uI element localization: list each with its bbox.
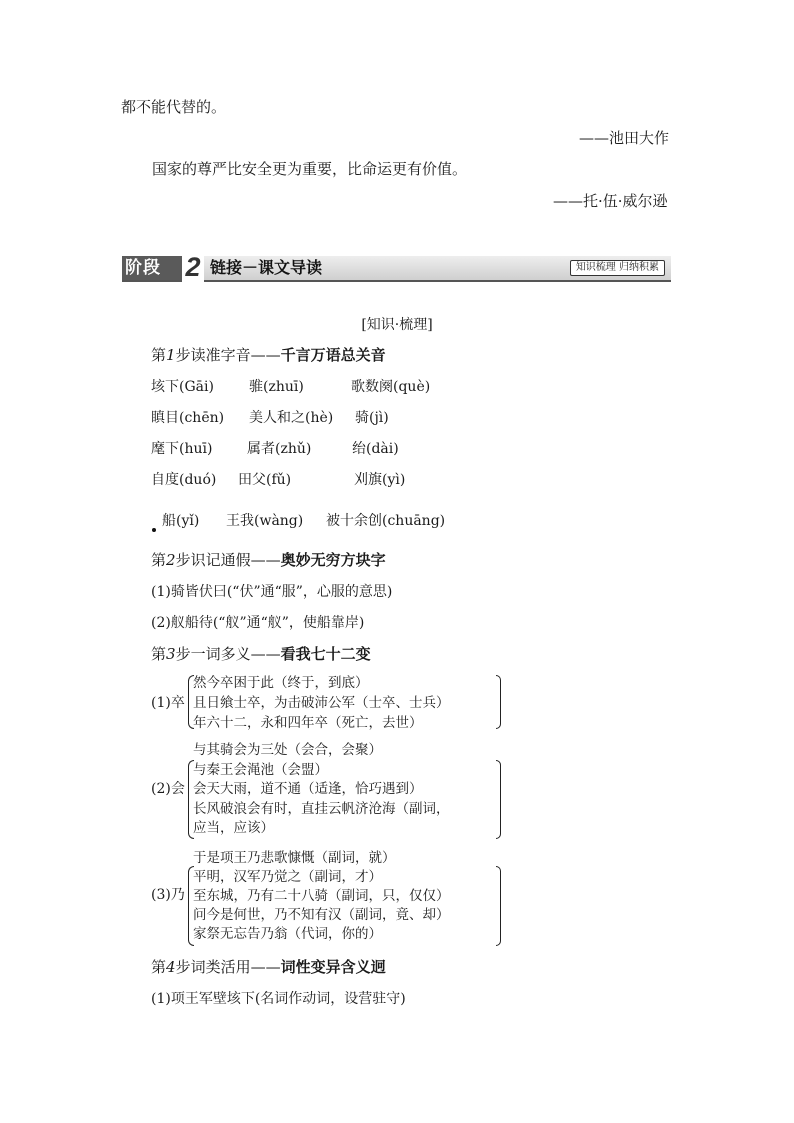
step3-title-prefix: 第 — [151, 645, 167, 663]
polysemy-line: 于是项王乃悲歌慷慨（副词，就） — [193, 850, 396, 866]
right-brace — [496, 760, 501, 839]
pron-item: 瞋目(chēn) — [151, 410, 225, 426]
right-brace — [496, 675, 501, 729]
tongjia-item: (2)舣船待(“舣”通“舣”，使船靠岸) — [151, 615, 365, 631]
step4-title-rest: 步词类活用—— — [175, 958, 281, 976]
pron-item: 刈旗(yì) — [354, 472, 406, 488]
step3-title-rest: 步一词多义—— — [175, 645, 281, 663]
pron-item: 船(yǐ) — [162, 513, 200, 529]
pron-item: 歌数阕(què) — [351, 379, 431, 395]
pron-item: 骓(zhuī) — [249, 379, 304, 395]
step3-title — [151, 643, 371, 664]
step3-title-num: 3 — [166, 645, 176, 663]
intro-author-2: ——托·伍·威尔逊 — [553, 192, 668, 210]
polysemy-line: 与秦王会渑池（会盟） — [193, 762, 328, 778]
pron-item: 自度(duó) — [151, 472, 217, 488]
pron-item: 绐(dài) — [352, 441, 399, 457]
banner-tag: 知识梳理 归纳积累 — [570, 260, 665, 276]
step2-title-num: 2 — [166, 551, 176, 569]
step3-title-bold: 看我七十二变 — [280, 645, 371, 663]
step2-title-bold: 奥妙无穷方块字 — [280, 551, 386, 569]
polysemy-label: (1)卒 — [151, 695, 185, 711]
step4-title-prefix: 第 — [151, 958, 167, 976]
step1-title-rest: 步读准字音—— — [175, 346, 281, 364]
step4-title — [151, 956, 386, 977]
intro-line-1: 都不能代替的。 — [121, 98, 227, 116]
polysemy-line: 平明，汉军乃觉之（副词，才） — [193, 869, 382, 885]
pron-item: 田父(fǔ) — [238, 472, 292, 488]
banner-stage-number: 2 — [182, 253, 204, 282]
intro-author-1: ——池田大作 — [579, 129, 670, 147]
tongjia-item: (1)骑皆伏曰(“伏”通“服”，心服的意思) — [151, 584, 393, 600]
pron-item: 骑(jì) — [355, 410, 389, 426]
pron-item: 被十余创(chuāng) — [326, 513, 446, 529]
polysemy-line: 家祭无忘告乃翁（代词，你的） — [193, 926, 382, 942]
banner-stage-label: 阶段 — [122, 256, 185, 280]
section-banner — [122, 252, 671, 282]
word-class-item: (1)项王军壁垓下(名词作动词，设营驻守) — [151, 991, 406, 1007]
step4-title-bold: 词性变异含义迥 — [280, 958, 386, 976]
step2-title — [151, 549, 386, 570]
pron-item: 垓下(Gāi) — [151, 379, 214, 395]
right-brace — [496, 866, 501, 946]
step2-title-rest: 步识记通假—— — [175, 551, 281, 569]
polysemy-label: (2)会 — [151, 781, 185, 797]
polysemy-line: 问今是何世，乃不知有汉（副词，竟、却） — [193, 907, 450, 923]
section-label: [知识·梳理] — [361, 317, 433, 333]
polysemy-line: 长风破浪会有时，直挂云帆济沧海（副词， — [193, 801, 450, 817]
step1-title — [151, 344, 386, 365]
step1-title-prefix: 第 — [151, 346, 167, 364]
pron-item: 王我(wàng) — [226, 513, 304, 529]
banner-title: 链接－课文导读 — [210, 258, 323, 277]
polysemy-line: 应当，应该） — [193, 820, 274, 836]
polysemy-line: 然今卒困于此（终于，到底） — [193, 675, 369, 691]
step1-title-num: 1 — [166, 346, 176, 364]
pron-item: 美人和之(hè) — [249, 410, 334, 426]
polysemy-line: 会天大雨，道不通（适逢，恰巧遇到） — [193, 781, 423, 797]
polysemy-line: 且日飨士卒，为击破沛公军（士卒、士兵） — [193, 695, 450, 711]
intro-line-2: 国家的尊严比安全更为重要，比命运更有价值。 — [152, 160, 468, 178]
polysemy-line: 与其骑会为三处（会合，会聚） — [193, 742, 382, 758]
pron-item: 麾下(huī) — [151, 441, 213, 457]
emphasis-dot — [152, 528, 156, 532]
step2-title-prefix: 第 — [151, 551, 167, 569]
step4-title-num: 4 — [166, 958, 176, 976]
pron-item: 属者(zhǔ) — [247, 441, 312, 457]
step1-title-bold: 千言万语总关音 — [280, 346, 386, 364]
polysemy-line: 至东城，乃有二十八骑（副词，只，仅仅） — [193, 888, 450, 904]
polysemy-line: 年六十二，永和四年卒（死亡，去世） — [193, 715, 423, 731]
polysemy-label: (3)乃 — [151, 887, 185, 903]
